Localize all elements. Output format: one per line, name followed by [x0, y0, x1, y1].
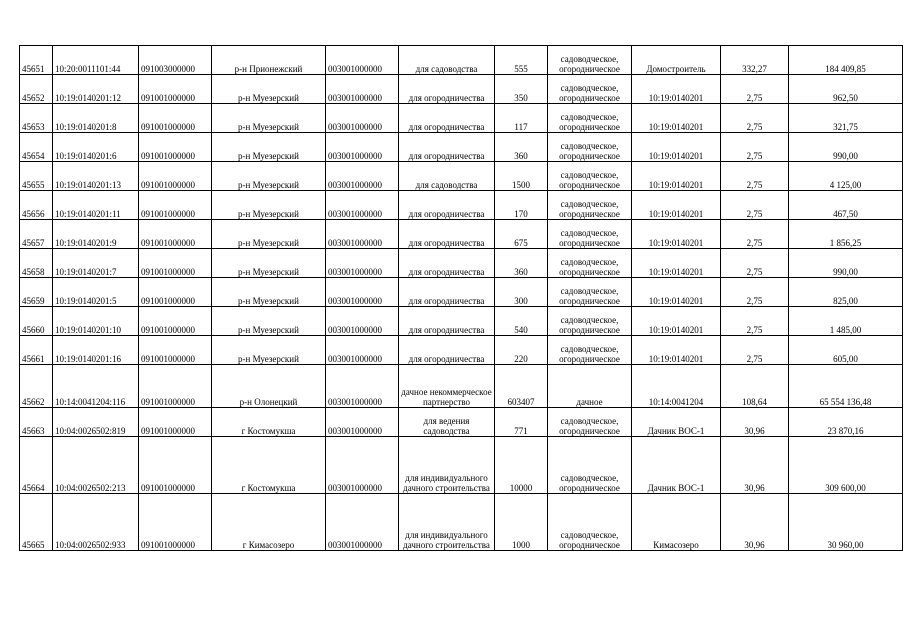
cadastral-number-cell: 10:19:0140201:6 [53, 133, 139, 162]
oktmo-code-cell: 091001000000 [139, 191, 212, 220]
cadastral-number-cell: 10:19:0140201:5 [53, 278, 139, 307]
land-category-cell: дачное [548, 365, 632, 408]
land-category-cell: садоводческое, огородническое [548, 437, 632, 494]
permitted-use-cell: для огородничества [399, 133, 495, 162]
oktmo-code-cell: 091001000000 [139, 278, 212, 307]
cadastral-quarter-cell: 10:19:0140201 [632, 307, 721, 336]
cadastral-number-cell: 10:19:0140201:11 [53, 191, 139, 220]
cadastral-value-cell: 23 870,16 [789, 408, 903, 437]
permitted-use-cell: для индивидуального дачного строительства [399, 494, 495, 551]
land-category-cell: садоводческое, огородническое [548, 75, 632, 104]
district-cell: р-н Муезерский [212, 220, 326, 249]
oktmo-code-cell: 091001000000 [139, 365, 212, 408]
row-number-cell: 45660 [20, 307, 53, 336]
cadastral-quarter-cell: 10:19:0140201 [632, 220, 721, 249]
cadastral-quarter-cell: 10:19:0140201 [632, 191, 721, 220]
category-code-cell: 003001000000 [326, 307, 399, 336]
specific-value-cell: 2,75 [721, 162, 789, 191]
area-cell: 10000 [495, 437, 548, 494]
category-code-cell: 003001000000 [326, 408, 399, 437]
area-cell: 300 [495, 278, 548, 307]
specific-value-cell: 30,96 [721, 408, 789, 437]
row-number-cell: 45663 [20, 408, 53, 437]
land-category-cell: садоводческое, огородническое [548, 278, 632, 307]
cadastral-value-cell: 467,50 [789, 191, 903, 220]
land-category-cell: садоводческое, огородническое [548, 249, 632, 278]
cadastral-value-cell: 4 125,00 [789, 162, 903, 191]
land-category-cell: садоводческое, огородническое [548, 46, 632, 75]
row-number-cell: 45654 [20, 133, 53, 162]
oktmo-code-cell: 091003000000 [139, 46, 212, 75]
oktmo-code-cell: 091001000000 [139, 220, 212, 249]
district-cell: р-н Муезерский [212, 336, 326, 365]
district-cell: р-н Муезерский [212, 307, 326, 336]
table-row [20, 220, 903, 249]
row-number-cell: 45661 [20, 336, 53, 365]
oktmo-code-cell: 091001000000 [139, 408, 212, 437]
category-code-cell: 003001000000 [326, 162, 399, 191]
district-cell: г Костомукша [212, 437, 326, 494]
area-cell: 675 [495, 220, 548, 249]
cadastral-value-cell: 825,00 [789, 278, 903, 307]
cadastral-value-cell: 30 960,00 [789, 494, 903, 551]
permitted-use-cell: для огородничества [399, 278, 495, 307]
category-code-cell: 003001000000 [326, 133, 399, 162]
land-category-cell: садоводческое, огородническое [548, 162, 632, 191]
table-row [20, 336, 903, 365]
cadastral-number-cell: 10:19:0140201:10 [53, 307, 139, 336]
row-number-cell: 45659 [20, 278, 53, 307]
table-row [20, 437, 903, 494]
permitted-use-cell: для огородничества [399, 336, 495, 365]
row-number-cell: 45656 [20, 191, 53, 220]
permitted-use-cell: дачное некоммерческое партнерство [399, 365, 495, 408]
specific-value-cell: 2,75 [721, 133, 789, 162]
district-cell: р-н Олонецкий [212, 365, 326, 408]
permitted-use-cell: для огородничества [399, 249, 495, 278]
table-row [20, 46, 903, 75]
table-row [20, 104, 903, 133]
district-cell: г Костомукша [212, 408, 326, 437]
category-code-cell: 003001000000 [326, 75, 399, 104]
category-code-cell: 003001000000 [326, 220, 399, 249]
land-category-cell: садоводческое, огородническое [548, 494, 632, 551]
cadastral-number-cell: 10:19:0140201:13 [53, 162, 139, 191]
row-number-cell: 45653 [20, 104, 53, 133]
oktmo-code-cell: 091001000000 [139, 75, 212, 104]
oktmo-code-cell: 091001000000 [139, 162, 212, 191]
area-cell: 1500 [495, 162, 548, 191]
table-row [20, 133, 903, 162]
row-number-cell: 45657 [20, 220, 53, 249]
permitted-use-cell: для огородничества [399, 307, 495, 336]
area-cell: 603407 [495, 365, 548, 408]
cadastral-quarter-cell: Дачник ВОС-1 [632, 437, 721, 494]
cadastral-quarter-cell: Кимасозеро [632, 494, 721, 551]
specific-value-cell: 2,75 [721, 336, 789, 365]
row-number-cell: 45652 [20, 75, 53, 104]
cadastral-value-cell: 184 409,85 [789, 46, 903, 75]
cadastral-number-cell: 10:19:0140201:12 [53, 75, 139, 104]
district-cell: р-н Муезерский [212, 75, 326, 104]
cadastral-quarter-cell: 10:19:0140201 [632, 133, 721, 162]
table-row [20, 494, 903, 551]
specific-value-cell: 2,75 [721, 104, 789, 133]
category-code-cell: 003001000000 [326, 191, 399, 220]
specific-value-cell: 2,75 [721, 307, 789, 336]
row-number-cell: 45658 [20, 249, 53, 278]
land-category-cell: садоводческое, огородническое [548, 104, 632, 133]
oktmo-code-cell: 091001000000 [139, 307, 212, 336]
cadastral-number-cell: 10:19:0140201:7 [53, 249, 139, 278]
area-cell: 117 [495, 104, 548, 133]
row-number-cell: 45662 [20, 365, 53, 408]
row-number-cell: 45664 [20, 437, 53, 494]
category-code-cell: 003001000000 [326, 494, 399, 551]
area-cell: 360 [495, 133, 548, 162]
specific-value-cell: 30,96 [721, 437, 789, 494]
cadastral-quarter-cell: 10:19:0140201 [632, 278, 721, 307]
cadastral-value-cell: 321,75 [789, 104, 903, 133]
table-row [20, 365, 903, 408]
cadastral-quarter-cell: Дачник ВОС-1 [632, 408, 721, 437]
table-row [20, 307, 903, 336]
cadastral-number-cell: 10:20:0011101:44 [53, 46, 139, 75]
table-row [20, 408, 903, 437]
cadastral-value-cell: 309 600,00 [789, 437, 903, 494]
cadastral-number-cell: 10:04:0026502:213 [53, 437, 139, 494]
area-cell: 350 [495, 75, 548, 104]
cadastral-quarter-cell: 10:19:0140201 [632, 104, 721, 133]
area-cell: 170 [495, 191, 548, 220]
district-cell: р-н Муезерский [212, 191, 326, 220]
cadastral-value-cell: 65 554 136,48 [789, 365, 903, 408]
category-code-cell: 003001000000 [326, 336, 399, 365]
cadastral-value-cell: 990,00 [789, 249, 903, 278]
specific-value-cell: 2,75 [721, 249, 789, 278]
district-cell: р-н Муезерский [212, 278, 326, 307]
oktmo-code-cell: 091001000000 [139, 336, 212, 365]
cadastral-quarter-cell: 10:19:0140201 [632, 75, 721, 104]
permitted-use-cell: для огородничества [399, 220, 495, 249]
district-cell: р-н Муезерский [212, 249, 326, 278]
specific-value-cell: 30,96 [721, 494, 789, 551]
cadastral-number-cell: 10:14:0041204:116 [53, 365, 139, 408]
oktmo-code-cell: 091001000000 [139, 494, 212, 551]
permitted-use-cell: для огородничества [399, 191, 495, 220]
cadastral-number-cell: 10:04:0026502:819 [53, 408, 139, 437]
area-cell: 555 [495, 46, 548, 75]
table-row [20, 162, 903, 191]
cadastral-number-cell: 10:04:0026502:933 [53, 494, 139, 551]
specific-value-cell: 2,75 [721, 75, 789, 104]
cadastral-quarter-cell: 10:14:0041204 [632, 365, 721, 408]
cadastral-quarter-cell: 10:19:0140201 [632, 249, 721, 278]
land-category-cell: садоводческое, огородническое [548, 307, 632, 336]
permitted-use-cell: для садоводства [399, 46, 495, 75]
cadastral-value-cell: 990,00 [789, 133, 903, 162]
cadastral-value-cell: 1 485,00 [789, 307, 903, 336]
category-code-cell: 003001000000 [326, 278, 399, 307]
row-number-cell: 45665 [20, 494, 53, 551]
area-cell: 771 [495, 408, 548, 437]
category-code-cell: 003001000000 [326, 249, 399, 278]
area-cell: 540 [495, 307, 548, 336]
district-cell: р-н Муезерский [212, 104, 326, 133]
permitted-use-cell: для огородничества [399, 104, 495, 133]
specific-value-cell: 2,75 [721, 220, 789, 249]
cadastral-number-cell: 10:19:0140201:8 [53, 104, 139, 133]
district-cell: р-н Прионежский [212, 46, 326, 75]
table-row [20, 249, 903, 278]
oktmo-code-cell: 091001000000 [139, 249, 212, 278]
cadastral-quarter-cell: 10:19:0140201 [632, 336, 721, 365]
district-cell: г Кимасозеро [212, 494, 326, 551]
table-row [20, 75, 903, 104]
table-row [20, 278, 903, 307]
table-row [20, 191, 903, 220]
permitted-use-cell: для садоводства [399, 162, 495, 191]
district-cell: р-н Муезерский [212, 162, 326, 191]
cadastral-number-cell: 10:19:0140201:16 [53, 336, 139, 365]
land-category-cell: садоводческое, огородническое [548, 336, 632, 365]
land-category-cell: садоводческое, огородническое [548, 408, 632, 437]
category-code-cell: 003001000000 [326, 104, 399, 133]
category-code-cell: 003001000000 [326, 437, 399, 494]
land-category-cell: садоводческое, огородническое [548, 191, 632, 220]
row-number-cell: 45651 [20, 46, 53, 75]
land-category-cell: садоводческое, огородническое [548, 133, 632, 162]
oktmo-code-cell: 091001000000 [139, 104, 212, 133]
permitted-use-cell: для огородничества [399, 75, 495, 104]
area-cell: 220 [495, 336, 548, 365]
cadastral-number-cell: 10:19:0140201:9 [53, 220, 139, 249]
row-number-cell: 45655 [20, 162, 53, 191]
permitted-use-cell: для индивидуального дачного строительства [399, 437, 495, 494]
cadastral-value-cell: 962,50 [789, 75, 903, 104]
area-cell: 1000 [495, 494, 548, 551]
category-code-cell: 003001000000 [326, 46, 399, 75]
area-cell: 360 [495, 249, 548, 278]
category-code-cell: 003001000000 [326, 365, 399, 408]
land-plots-table [19, 45, 903, 551]
specific-value-cell: 332,27 [721, 46, 789, 75]
cadastral-value-cell: 605,00 [789, 336, 903, 365]
cadastral-quarter-cell: 10:19:0140201 [632, 162, 721, 191]
cadastral-quarter-cell: Домостроитель [632, 46, 721, 75]
specific-value-cell: 2,75 [721, 191, 789, 220]
district-cell: р-н Муезерский [212, 133, 326, 162]
specific-value-cell: 108,64 [721, 365, 789, 408]
oktmo-code-cell: 091001000000 [139, 133, 212, 162]
permitted-use-cell: для ведения садоводства [399, 408, 495, 437]
cadastral-value-cell: 1 856,25 [789, 220, 903, 249]
land-category-cell: садоводческое, огородническое [548, 220, 632, 249]
oktmo-code-cell: 091001000000 [139, 437, 212, 494]
specific-value-cell: 2,75 [721, 278, 789, 307]
